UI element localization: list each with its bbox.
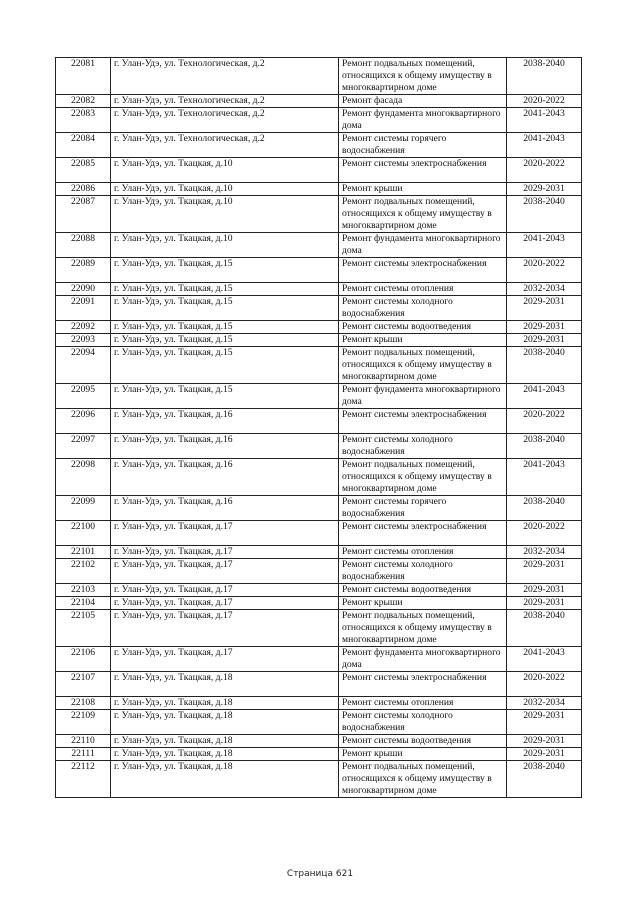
address-cell: г. Улан-Удэ, ул. Ткацкая, д.15 bbox=[111, 258, 339, 283]
table-row bbox=[56, 521, 582, 546]
work-type-cell: Ремонт подвальных помещений, относящихся к общему имуществу в многоквартирном доме bbox=[339, 347, 507, 384]
address-cell: г. Улан-Удэ, ул. Ткацкая, д.10 bbox=[111, 233, 339, 258]
row-number-cell: 22098 bbox=[56, 459, 111, 496]
row-number-cell: 22089 bbox=[56, 258, 111, 283]
row-number-cell: 22092 bbox=[56, 321, 111, 334]
table-row bbox=[56, 584, 582, 597]
period-cell: 2038-2040 bbox=[507, 58, 582, 95]
period-cell: 2020-2022 bbox=[507, 95, 582, 108]
address-cell: г. Улан-Удэ, ул. Ткацкая, д.16 bbox=[111, 459, 339, 496]
table-row bbox=[56, 459, 582, 496]
work-type-cell: Ремонт системы холодного водоснабжения bbox=[339, 710, 507, 735]
table-row bbox=[56, 133, 582, 158]
work-type-cell: Ремонт системы отопления bbox=[339, 697, 507, 710]
address-cell: г. Улан-Удэ, ул. Технологическая, д.2 bbox=[111, 108, 339, 133]
address-cell: г. Улан-Удэ, ул. Ткацкая, д.15 bbox=[111, 283, 339, 296]
work-type-cell: Ремонт подвальных помещений, относящихся к общему имуществу в многоквартирном доме bbox=[339, 196, 507, 233]
table-row bbox=[56, 296, 582, 321]
work-type-cell: Ремонт системы электроснабжения bbox=[339, 521, 507, 546]
row-number-cell: 22097 bbox=[56, 434, 111, 459]
row-number-cell: 22111 bbox=[56, 748, 111, 761]
address-cell: г. Улан-Удэ, ул. Ткацкая, д.16 bbox=[111, 409, 339, 434]
row-number-cell: 22094 bbox=[56, 347, 111, 384]
row-number-cell: 22091 bbox=[56, 296, 111, 321]
address-cell: г. Улан-Удэ, ул. Ткацкая, д.10 bbox=[111, 196, 339, 233]
work-type-cell: Ремонт фасада bbox=[339, 95, 507, 108]
table-body bbox=[56, 58, 582, 798]
period-cell: 2038-2040 bbox=[507, 347, 582, 384]
period-cell: 2041-2043 bbox=[507, 133, 582, 158]
table-row bbox=[56, 496, 582, 521]
table-row bbox=[56, 334, 582, 347]
work-type-cell: Ремонт фундамента многоквартирного дома bbox=[339, 108, 507, 133]
row-number-cell: 22093 bbox=[56, 334, 111, 347]
row-number-cell: 22099 bbox=[56, 496, 111, 521]
work-type-cell: Ремонт системы горячего водоснабжения bbox=[339, 496, 507, 521]
row-number-cell: 22104 bbox=[56, 597, 111, 610]
table-row bbox=[56, 233, 582, 258]
work-type-cell: Ремонт системы водоотведения bbox=[339, 584, 507, 597]
period-cell: 2020-2022 bbox=[507, 521, 582, 546]
row-number-cell: 22110 bbox=[56, 735, 111, 748]
work-type-cell: Ремонт системы электроснабжения bbox=[339, 158, 507, 183]
table-row bbox=[56, 58, 582, 95]
work-type-cell: Ремонт системы холодного водоснабжения bbox=[339, 559, 507, 584]
row-number-cell: 22095 bbox=[56, 384, 111, 409]
row-number-cell: 22087 bbox=[56, 196, 111, 233]
address-cell: г. Улан-Удэ, ул. Ткацкая, д.18 bbox=[111, 697, 339, 710]
work-type-cell: Ремонт крыши bbox=[339, 183, 507, 196]
table-row bbox=[56, 347, 582, 384]
address-cell: г. Улан-Удэ, ул. Ткацкая, д.15 bbox=[111, 347, 339, 384]
work-type-cell: Ремонт подвальных помещений, относящихся к общему имуществу в многоквартирном доме bbox=[339, 761, 507, 798]
address-cell: г. Улан-Удэ, ул. Ткацкая, д.18 bbox=[111, 748, 339, 761]
period-cell: 2041-2043 bbox=[507, 384, 582, 409]
period-cell: 2029-2031 bbox=[507, 296, 582, 321]
address-cell: г. Улан-Удэ, ул. Технологическая, д.2 bbox=[111, 95, 339, 108]
work-type-cell: Ремонт крыши bbox=[339, 748, 507, 761]
work-type-cell: Ремонт подвальных помещений, относящихся к общему имуществу в многоквартирном доме bbox=[339, 610, 507, 647]
work-type-cell: Ремонт фундамента многоквартирного дома bbox=[339, 384, 507, 409]
row-number-cell: 22086 bbox=[56, 183, 111, 196]
period-cell: 2038-2040 bbox=[507, 610, 582, 647]
period-cell: 2032-2034 bbox=[507, 546, 582, 559]
address-cell: г. Улан-Удэ, ул. Ткацкая, д.17 bbox=[111, 597, 339, 610]
period-cell: 2038-2040 bbox=[507, 434, 582, 459]
work-type-cell: Ремонт системы холодного водоснабжения bbox=[339, 296, 507, 321]
period-cell: 2029-2031 bbox=[507, 559, 582, 584]
table-row bbox=[56, 158, 582, 183]
period-cell: 2020-2022 bbox=[507, 158, 582, 183]
repair-schedule-table bbox=[55, 57, 582, 798]
work-type-cell: Ремонт системы водоотведения bbox=[339, 321, 507, 334]
row-number-cell: 22085 bbox=[56, 158, 111, 183]
period-cell: 2038-2040 bbox=[507, 196, 582, 233]
work-type-cell: Ремонт системы холодного водоснабжения bbox=[339, 434, 507, 459]
address-cell: г. Улан-Удэ, ул. Ткацкая, д.17 bbox=[111, 610, 339, 647]
row-number-cell: 22088 bbox=[56, 233, 111, 258]
work-type-cell: Ремонт системы отопления bbox=[339, 283, 507, 296]
row-number-cell: 22101 bbox=[56, 546, 111, 559]
period-cell: 2029-2031 bbox=[507, 597, 582, 610]
work-type-cell: Ремонт крыши bbox=[339, 334, 507, 347]
period-cell: 2029-2031 bbox=[507, 321, 582, 334]
table-row bbox=[56, 546, 582, 559]
address-cell: г. Улан-Удэ, ул. Ткацкая, д.17 bbox=[111, 647, 339, 672]
address-cell: г. Улан-Удэ, ул. Ткацкая, д.18 bbox=[111, 710, 339, 735]
row-number-cell: 22105 bbox=[56, 610, 111, 647]
period-cell: 2020-2022 bbox=[507, 672, 582, 697]
address-cell: г. Улан-Удэ, ул. Ткацкая, д.10 bbox=[111, 158, 339, 183]
work-type-cell: Ремонт системы электроснабжения bbox=[339, 672, 507, 697]
address-cell: г. Улан-Удэ, ул. Технологическая, д.2 bbox=[111, 133, 339, 158]
table-row bbox=[56, 108, 582, 133]
row-number-cell: 22090 bbox=[56, 283, 111, 296]
period-cell: 2032-2034 bbox=[507, 283, 582, 296]
row-number-cell: 22107 bbox=[56, 672, 111, 697]
period-cell: 2041-2043 bbox=[507, 647, 582, 672]
work-type-cell: Ремонт фундамента многоквартирного дома bbox=[339, 647, 507, 672]
work-type-cell: Ремонт подвальных помещений, относящихся к общему имуществу в многоквартирном доме bbox=[339, 58, 507, 95]
period-cell: 2038-2040 bbox=[507, 761, 582, 798]
period-cell: 2041-2043 bbox=[507, 233, 582, 258]
address-cell: г. Улан-Удэ, ул. Ткацкая, д.17 bbox=[111, 546, 339, 559]
work-type-cell: Ремонт системы горячего водоснабжения bbox=[339, 133, 507, 158]
work-type-cell: Ремонт подвальных помещений, относящихся к общему имуществу в многоквартирном доме bbox=[339, 459, 507, 496]
row-number-cell: 22112 bbox=[56, 761, 111, 798]
period-cell: 2020-2022 bbox=[507, 409, 582, 434]
period-cell: 2029-2031 bbox=[507, 183, 582, 196]
table-row bbox=[56, 283, 582, 296]
table-row bbox=[56, 434, 582, 459]
row-number-cell: 22100 bbox=[56, 521, 111, 546]
period-cell: 2029-2031 bbox=[507, 735, 582, 748]
address-cell: г. Улан-Удэ, ул. Ткацкая, д.16 bbox=[111, 434, 339, 459]
address-cell: г. Улан-Удэ, ул. Ткацкая, д.10 bbox=[111, 183, 339, 196]
address-cell: г. Улан-Удэ, ул. Ткацкая, д.15 bbox=[111, 384, 339, 409]
table-row bbox=[56, 321, 582, 334]
table-row bbox=[56, 559, 582, 584]
table-row bbox=[56, 95, 582, 108]
period-cell: 2029-2031 bbox=[507, 584, 582, 597]
row-number-cell: 22108 bbox=[56, 697, 111, 710]
table-row bbox=[56, 183, 582, 196]
table-row bbox=[56, 258, 582, 283]
table-row bbox=[56, 196, 582, 233]
row-number-cell: 22109 bbox=[56, 710, 111, 735]
row-number-cell: 22096 bbox=[56, 409, 111, 434]
table-row bbox=[56, 610, 582, 647]
address-cell: г. Улан-Удэ, ул. Ткацкая, д.17 bbox=[111, 559, 339, 584]
row-number-cell: 22103 bbox=[56, 584, 111, 597]
address-cell: г. Улан-Удэ, ул. Ткацкая, д.17 bbox=[111, 584, 339, 597]
address-cell: г. Улан-Удэ, ул. Ткацкая, д.15 bbox=[111, 321, 339, 334]
row-number-cell: 22102 bbox=[56, 559, 111, 584]
table-row bbox=[56, 409, 582, 434]
work-type-cell: Ремонт системы водоотведения bbox=[339, 735, 507, 748]
row-number-cell: 22083 bbox=[56, 108, 111, 133]
table-row bbox=[56, 697, 582, 710]
work-type-cell: Ремонт системы электроснабжения bbox=[339, 258, 507, 283]
table-row bbox=[56, 384, 582, 409]
table-row bbox=[56, 597, 582, 610]
table-row bbox=[56, 672, 582, 697]
address-cell: г. Улан-Удэ, ул. Технологическая, д.2 bbox=[111, 58, 339, 95]
work-type-cell: Ремонт системы отопления bbox=[339, 546, 507, 559]
address-cell: г. Улан-Удэ, ул. Ткацкая, д.18 bbox=[111, 735, 339, 748]
row-number-cell: 22106 bbox=[56, 647, 111, 672]
address-cell: г. Улан-Удэ, ул. Ткацкая, д.15 bbox=[111, 334, 339, 347]
page-number: Страница 621 bbox=[286, 869, 354, 879]
row-number-cell: 22084 bbox=[56, 133, 111, 158]
period-cell: 2038-2040 bbox=[507, 496, 582, 521]
period-cell: 2029-2031 bbox=[507, 710, 582, 735]
row-number-cell: 22081 bbox=[56, 58, 111, 95]
table-row bbox=[56, 748, 582, 761]
period-cell: 2020-2022 bbox=[507, 258, 582, 283]
table-row bbox=[56, 647, 582, 672]
work-type-cell: Ремонт фундамента многоквартирного дома bbox=[339, 233, 507, 258]
period-cell: 2029-2031 bbox=[507, 748, 582, 761]
row-number-cell: 22082 bbox=[56, 95, 111, 108]
period-cell: 2041-2043 bbox=[507, 459, 582, 496]
table-row bbox=[56, 761, 582, 798]
table-row bbox=[56, 735, 582, 748]
address-cell: г. Улан-Удэ, ул. Ткацкая, д.16 bbox=[111, 496, 339, 521]
work-type-cell: Ремонт системы электроснабжения bbox=[339, 409, 507, 434]
address-cell: г. Улан-Удэ, ул. Ткацкая, д.15 bbox=[111, 296, 339, 321]
period-cell: 2041-2043 bbox=[507, 108, 582, 133]
table-row bbox=[56, 710, 582, 735]
address-cell: г. Улан-Удэ, ул. Ткацкая, д.17 bbox=[111, 521, 339, 546]
address-cell: г. Улан-Удэ, ул. Ткацкая, д.18 bbox=[111, 761, 339, 798]
period-cell: 2029-2031 bbox=[507, 334, 582, 347]
period-cell: 2032-2034 bbox=[507, 697, 582, 710]
address-cell: г. Улан-Удэ, ул. Ткацкая, д.18 bbox=[111, 672, 339, 697]
work-type-cell: Ремонт крыши bbox=[339, 597, 507, 610]
